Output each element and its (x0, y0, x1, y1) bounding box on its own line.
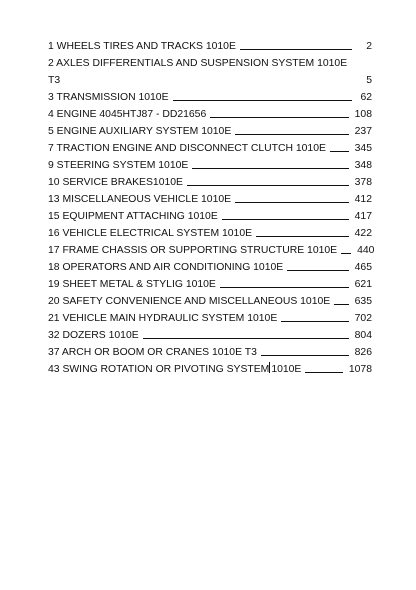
toc-entry[interactable] (48, 208, 372, 225)
toc-entry-title: 13 MISCELLANEOUS VEHICLE 1010E (48, 194, 232, 205)
toc-entry-title-part: 1010E (271, 364, 302, 375)
toc-entry-page: 702 (354, 313, 372, 324)
toc-entry[interactable] (48, 293, 372, 310)
toc-entry[interactable] (48, 344, 372, 361)
toc-entry-title: 16 VEHICLE ELECTRICAL SYSTEM 1010E (48, 228, 253, 239)
toc-entry-title (48, 361, 301, 378)
toc-leader-line (240, 49, 352, 50)
toc-leader-line (261, 355, 349, 356)
toc-leader-line (210, 117, 348, 118)
toc-leader-line (256, 236, 349, 237)
toc-entry-page: 635 (354, 296, 372, 307)
toc-leader-line (222, 219, 349, 220)
toc-entry-title: 5 ENGINE AUXILIARY SYSTEM 1010E (48, 126, 232, 137)
toc-entry-title: 15 EQUIPMENT ATTACHING 1010E (48, 211, 218, 222)
toc-entry-title: 10 SERVICE BRAKES1010E (48, 177, 183, 188)
toc-entry-page: 1078 (348, 364, 372, 375)
toc-entry[interactable] (48, 174, 372, 191)
toc-leader-line (143, 338, 349, 339)
toc-entry[interactable] (48, 89, 372, 106)
toc-entry[interactable] (48, 259, 372, 276)
toc-entry-title: 17 FRAME CHASSIS OR SUPPORTING STRUCTURE 1010E (48, 245, 338, 256)
toc-leader-line (235, 202, 349, 203)
toc-entry-page: 378 (354, 177, 372, 188)
toc-leader-line (330, 151, 349, 152)
toc-entry-page: 237 (354, 126, 372, 137)
toc-entry-title: 21 VEHICLE MAIN HYDRAULIC SYSTEM 1010E (48, 313, 278, 324)
toc-leader-line (220, 287, 349, 288)
toc-entry-page: 412 (354, 194, 372, 205)
toc-entry-page: 826 (354, 347, 372, 358)
toc-entry[interactable] (48, 55, 372, 89)
toc-entry[interactable] (48, 361, 372, 378)
toc-entry[interactable] (48, 327, 372, 344)
toc-entry-title: 7 TRACTION ENGINE AND DISCONNECT CLUTCH 1010E (48, 143, 326, 154)
table-of-contents (48, 38, 375, 378)
toc-entry-page: 804 (354, 330, 372, 341)
toc-entry-title: 3 TRANSMISSION 1010E (48, 92, 169, 103)
toc-leader-line (187, 185, 349, 186)
toc-leader-line (334, 304, 348, 305)
toc-entry-title: 19 SHEET METAL & STYLIG 1010E (48, 279, 216, 290)
toc-leader-line (281, 321, 348, 322)
toc-entry[interactable] (48, 123, 372, 140)
toc-entry-page: 417 (354, 211, 372, 222)
toc-entry-page: 345 (354, 143, 372, 154)
toc-entry-title: 2 AXLES DIFFERENTIALS AND SUSPENSION SYSTEM 1010E (48, 58, 348, 69)
toc-entry-page: 422 (354, 228, 372, 239)
toc-entry-page: 5 (366, 75, 372, 86)
toc-entry-page: 348 (354, 160, 372, 171)
toc-entry[interactable] (48, 310, 372, 327)
toc-entry-page: 108 (354, 109, 372, 120)
toc-entry-page: 621 (354, 279, 372, 290)
toc-leader-line (235, 134, 348, 135)
toc-entry-title-continued: T3 (48, 75, 61, 86)
toc-entry-page: 440 (357, 245, 375, 256)
toc-entry-title: 18 OPERATORS AND AIR CONDITIONING 1010E (48, 262, 284, 273)
toc-entry-title: 1 WHEELS TIRES AND TRACKS 1010E (48, 41, 236, 52)
toc-leader-line (64, 83, 352, 84)
toc-leader-line (305, 372, 343, 373)
toc-entry[interactable] (48, 157, 372, 174)
toc-entry-title: 32 DOZERS 1010E (48, 330, 139, 341)
toc-leader-line (287, 270, 348, 271)
toc-entry-title: 9 STEERING SYSTEM 1010E (48, 160, 189, 171)
toc-entry[interactable] (48, 276, 372, 293)
toc-leader-line (192, 168, 348, 169)
toc-entry[interactable] (48, 140, 372, 157)
toc-entry-page: 2 (366, 41, 372, 52)
toc-entry[interactable] (48, 191, 372, 208)
toc-entry[interactable] (48, 242, 375, 259)
toc-entry-title-part: 43 SWING ROTATION OR PIVOTING SYSTEM (48, 364, 270, 375)
toc-entry-title: 20 SAFETY CONVENIENCE AND MISCELLANEOUS 1010E (48, 296, 331, 307)
toc-leader-line (173, 100, 352, 101)
toc-entry-title: 37 ARCH OR BOOM OR CRANES 1010E T3 (48, 347, 257, 358)
toc-entry-title: 4 ENGINE 4045HTJ87 - DD21656 (48, 109, 207, 120)
toc-entry[interactable] (48, 225, 372, 242)
toc-entry[interactable] (48, 106, 372, 123)
toc-entry-page: 62 (360, 92, 372, 103)
toc-leader-line (341, 253, 351, 254)
toc-entry[interactable] (48, 38, 372, 55)
toc-entry-page: 465 (354, 262, 372, 273)
